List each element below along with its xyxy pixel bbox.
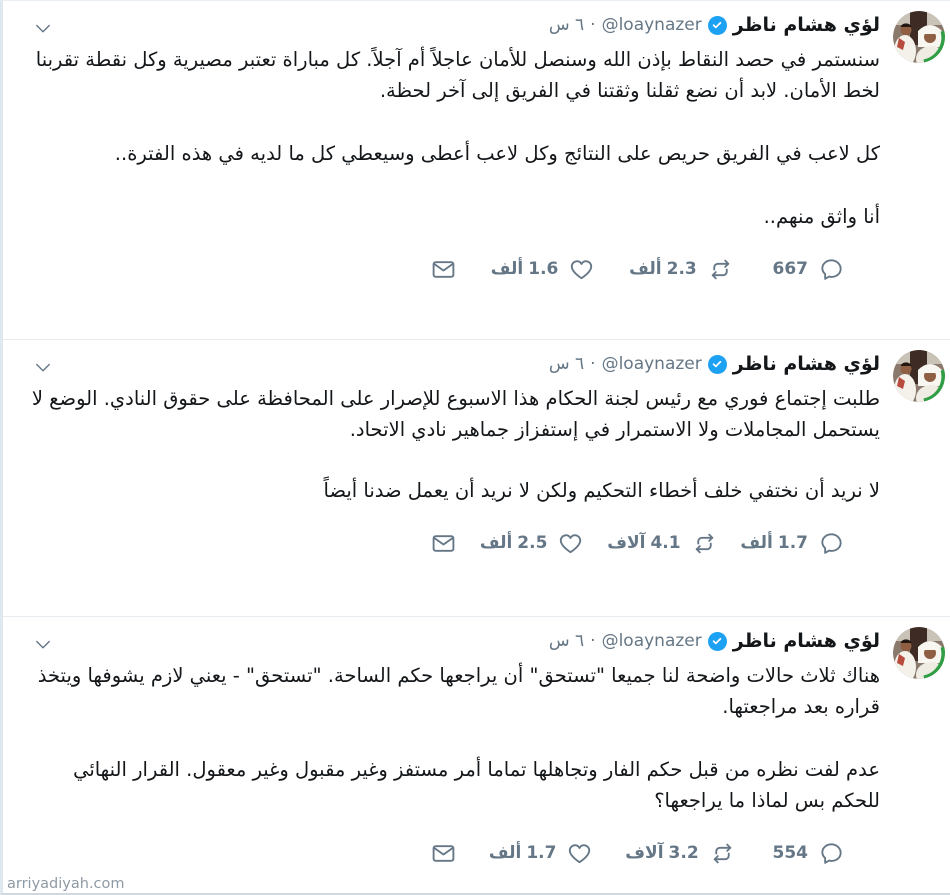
avatar-photo	[893, 627, 945, 679]
retweet-icon	[692, 531, 717, 556]
display-name[interactable]: لؤي هشام ناظر	[732, 353, 880, 375]
verified-badge-icon	[708, 355, 727, 374]
heart-icon	[567, 841, 592, 866]
tweet-text: كل لاعب في الفريق حريص على النتائج وكل لاعب أعطى وسيعطي كل ما لديه في هذه الفترة..	[114, 142, 880, 165]
envelope-icon	[431, 257, 456, 282]
retweet-button[interactable]	[629, 257, 733, 282]
separator-dot: ·	[590, 354, 596, 374]
retweet-count: 2.3	[666, 259, 697, 279]
tweet-header	[21, 14, 880, 36]
retweet-icon	[710, 841, 735, 866]
tweet-text: أنا واثق منهم..	[763, 205, 880, 228]
envelope-icon	[431, 841, 456, 866]
avatar[interactable]	[893, 350, 945, 402]
reply-button[interactable]	[768, 841, 845, 866]
tweet-header	[21, 630, 880, 652]
like-button[interactable]	[489, 841, 593, 866]
separator-dot: ·	[590, 631, 596, 651]
avatar-photo	[893, 350, 945, 402]
retweet-count-unit: آلاف	[625, 843, 664, 863]
tweet-text: عدم لفت نظره من قبل حكم الفار وتجاهلها تماما أمر مستفز وغير مقبول وغير معقول. القرار النهائي للحكم بس لماذا ما يراجعها؟	[73, 758, 880, 812]
reply-icon	[819, 531, 844, 556]
tweet-2[interactable]	[3, 340, 950, 617]
reply-button[interactable]	[768, 257, 845, 282]
retweet-count: 3.2	[668, 843, 699, 863]
separator-dot: ·	[590, 15, 596, 35]
retweet-count-unit: آلاف	[607, 533, 646, 553]
reply-icon	[819, 257, 844, 282]
dm-share-button[interactable]	[431, 257, 456, 282]
reply-count: 554	[772, 843, 808, 863]
user-handle[interactable]: @loaynazer	[601, 631, 702, 651]
retweet-icon	[708, 257, 733, 282]
display-name[interactable]: لؤي هشام ناظر	[732, 14, 880, 36]
retweet-count-unit: ألف	[629, 259, 662, 279]
dm-share-button[interactable]	[431, 841, 456, 866]
tweet-text: لا نريد أن نختفي خلف أخطاء التحكيم ولكن لا نريد أن يعمل ضدنا أيضاً	[323, 479, 880, 502]
avatar[interactable]	[893, 627, 945, 679]
tweet-header	[21, 353, 880, 375]
dm-share-button[interactable]	[431, 531, 456, 556]
tweet-options-caret[interactable]	[31, 637, 53, 653]
verified-badge-icon	[708, 16, 727, 35]
like-count-unit: ألف	[490, 259, 524, 279]
display-name[interactable]: لؤي هشام ناظر	[732, 630, 880, 652]
envelope-icon	[431, 531, 456, 556]
timestamp[interactable]: ٦ س	[548, 354, 585, 374]
retweet-button[interactable]	[607, 531, 716, 556]
tweet-text: طلبت إجتماع فوري مع رئيس لجنة الحكام هذا الاسبوع للإصرار على المحافظة على حقوق النادي. الوضع لا يستحمل المجاملات ولا الاستمرار في إستفزاز جماهير نادي الاتحاد.	[31, 387, 880, 441]
user-handle[interactable]: @loaynazer	[601, 354, 702, 374]
tweet-1[interactable]	[3, 1, 950, 340]
tweet-options-caret[interactable]	[31, 360, 53, 376]
actions-bar	[431, 254, 844, 284]
heart-icon	[558, 531, 583, 556]
like-count: 1.7	[526, 843, 557, 863]
reply-count: 1.7	[777, 533, 808, 553]
timestamp[interactable]: ٦ س	[548, 15, 585, 35]
chevron-down-icon	[33, 22, 53, 36]
reply-icon	[819, 841, 844, 866]
like-button[interactable]	[480, 531, 584, 556]
reply-count: 667	[772, 259, 808, 279]
like-count-unit: ألف	[479, 533, 513, 553]
avatar[interactable]	[893, 11, 945, 63]
user-handle[interactable]: @loaynazer	[601, 15, 702, 35]
retweet-count: 4.1	[650, 533, 681, 553]
tweet-3[interactable]	[3, 617, 950, 895]
chevron-down-icon	[33, 361, 53, 375]
verified-badge-icon	[708, 632, 727, 651]
retweet-button[interactable]	[625, 841, 734, 866]
like-count-unit: ألف	[488, 843, 522, 863]
actions-bar	[431, 838, 844, 868]
reply-button[interactable]	[740, 531, 844, 556]
tweet-text: هناك ثلاث حالات واضحة لنا جميعا "تستحق" أن يراجعها حكم الساحة. "تستحق" - يعني لازم يشوفها ويتخذ قراره بعد مراجعتها.	[37, 664, 880, 718]
avatar-photo	[893, 11, 945, 63]
tweet-options-caret[interactable]	[31, 21, 53, 37]
tweet-text: سنستمر في حصد النقاط بإذن الله وسنصل للأمان عاجلاً أم آجلاً. كل مباراة تعتبر مصيرية وكل نقطة تقربنا لخط الأمان. لابد أن نضع ثقلنا وثقتنا في الفريق إلى آخر لحظة.	[35, 48, 880, 102]
like-button[interactable]	[491, 257, 595, 282]
reply-count-unit: ألف	[740, 533, 773, 553]
chevron-down-icon	[33, 638, 53, 652]
like-count: 2.5	[517, 533, 548, 553]
heart-icon	[569, 257, 594, 282]
actions-bar	[431, 528, 844, 558]
timestamp[interactable]: ٦ س	[548, 631, 585, 651]
like-count: 1.6	[528, 259, 559, 279]
site-watermark: arriyadiyah.com	[7, 876, 125, 892]
